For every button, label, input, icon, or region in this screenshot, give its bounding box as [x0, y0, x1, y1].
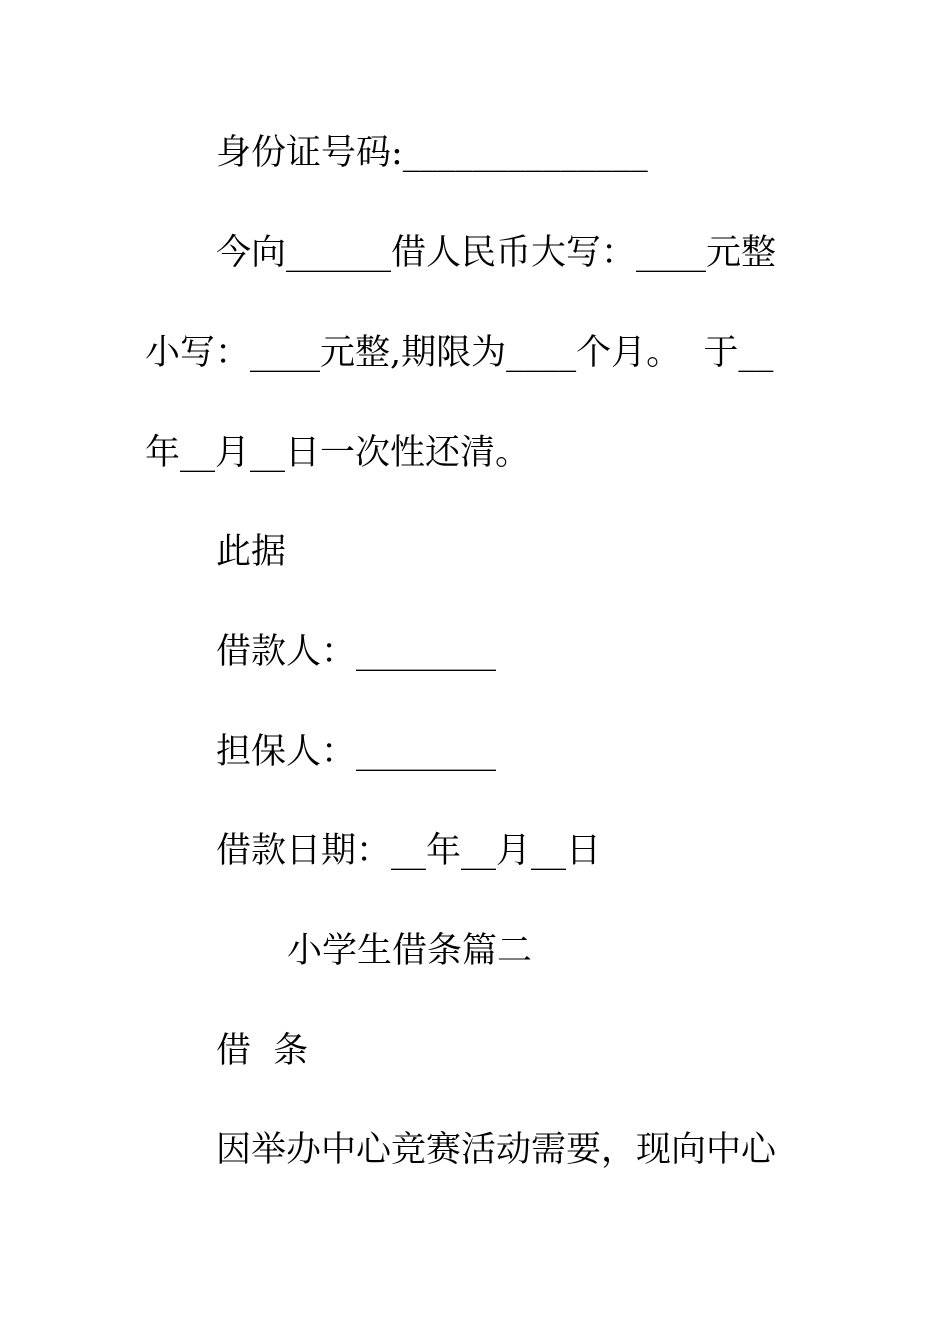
- borrower-line: 借款人：________: [216, 632, 497, 672]
- repayment-date-line: 年__月__日一次性还清。: [145, 433, 531, 473]
- body-paragraph-line: 因举办中心竞赛活动需要，现向中心: [216, 1130, 777, 1170]
- loan-amount-uppercase-line: 今向______借人民币大写：____元整: [216, 233, 777, 273]
- loan-date-line: 借款日期：__年__月__日: [216, 831, 602, 871]
- section-title: 小学生借条篇二: [287, 931, 533, 971]
- document-heading: 借 条: [216, 1031, 309, 1071]
- guarantor-line: 担保人：________: [216, 732, 497, 772]
- loan-amount-lowercase-line: 小写：____元整,期限为____个月。 于__: [145, 333, 774, 373]
- closing-phrase: 此据: [216, 532, 287, 572]
- id-number-line: 身份证号码:______________: [216, 133, 648, 173]
